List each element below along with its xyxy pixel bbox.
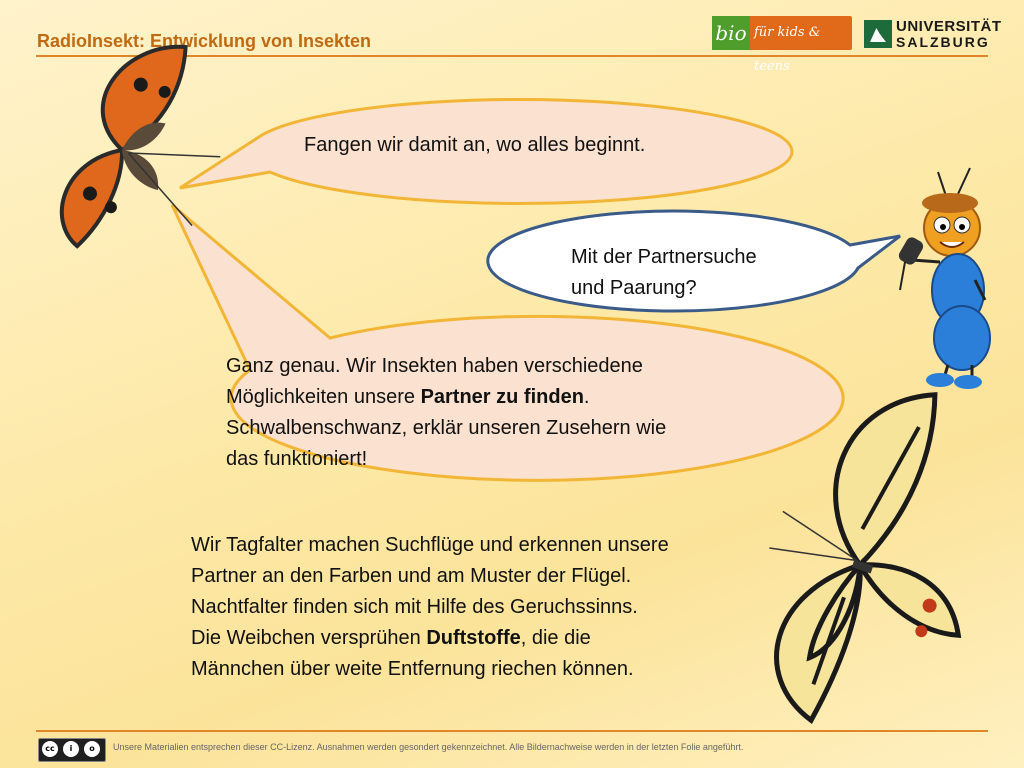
speech-bubble-3-line4: das funktioniert! <box>226 448 368 470</box>
cc-icon: cc <box>42 741 58 757</box>
speech-bubble-3-line2 <box>226 382 666 413</box>
bio-logo-text: bio <box>712 16 750 50</box>
speech-bubble-3-line2-pre: Möglichkeiten unsere <box>226 386 421 408</box>
body-text-line4-pre: Die Weibchen versprühen <box>191 627 427 649</box>
body-text-line5: Männchen über weite Entfernung riechen können. <box>191 658 634 680</box>
insect-character <box>897 168 990 389</box>
footer-divider <box>36 730 988 732</box>
speech-bubble-3-line1: Ganz genau. Wir Insekten haben verschiedene <box>226 355 643 377</box>
slide-title: RadioInsekt: Entwicklung von Insekten <box>37 31 372 51</box>
body-text-line3: Nachtfalter finden sich mit Hilfe des Geruchssinns. <box>191 596 638 618</box>
speech-bubble-2-line1: Mit der Partnersuche <box>571 246 757 268</box>
speech-bubble-3-line2-post: . <box>583 386 590 408</box>
body-text-line2: Partner an den Farben und am Muster der Flügel. <box>191 565 632 587</box>
cc-license-badge[interactable] <box>38 738 106 762</box>
tortoiseshell-butterfly <box>18 40 244 267</box>
speech-bubble-3-text <box>226 351 666 475</box>
kids-teens-logo-text: für kids & teens <box>754 25 821 74</box>
speech-bubble-1-text: Fangen wir damit an, wo alles beginnt. <box>304 134 646 156</box>
body-text <box>191 530 669 685</box>
share-alike-icon: o <box>84 741 100 757</box>
university-logo-line1: UNIVERSITÄT <box>896 18 1002 35</box>
speech-bubble-3-line2-bold: Partner zu finden <box>420 386 584 408</box>
speech-bubble-2-text <box>571 242 757 304</box>
speech-bubble-2-line2: und Paarung? <box>571 277 697 299</box>
attribution-icon: i <box>63 741 79 757</box>
speech-bubble-3-line3: Schwalbenschwanz, erklär unseren Zusehern wie <box>226 417 667 439</box>
body-text-line4-post: , die die <box>520 627 591 649</box>
license-text: Unsere Materialien entsprechen dieser CC-Lizenz. Ausnahmen werden gesondert gekennzeichnet. Alle Bildernachweise werden in der letzten Folie angeführt. <box>113 742 744 752</box>
body-text-line1: Wir Tagfalter machen Suchflüge und erkennen unsere <box>191 534 669 556</box>
body-text-line4 <box>191 623 669 654</box>
body-text-line4-bold: Duftstoffe <box>426 627 521 649</box>
university-logo-line2: SALZBURG <box>896 34 990 50</box>
